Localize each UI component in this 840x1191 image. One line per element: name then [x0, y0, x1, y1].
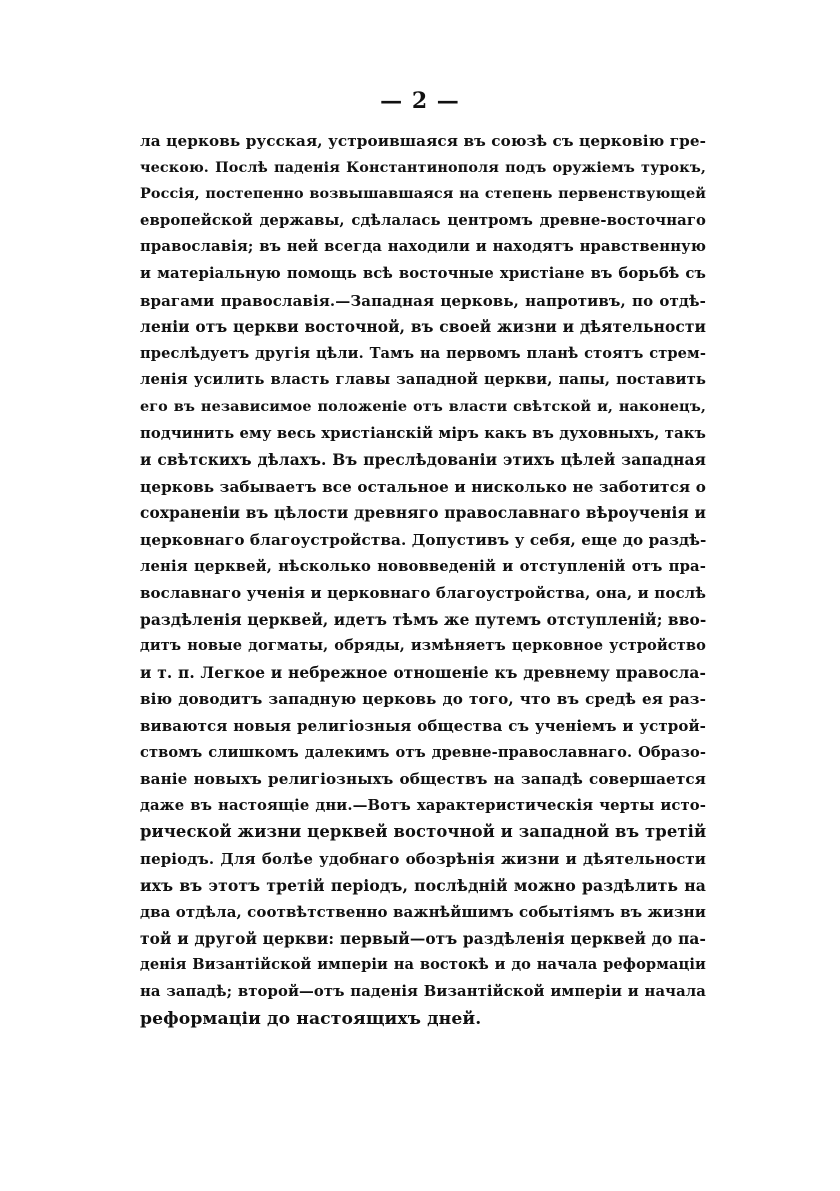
text-line: церковь забываетъ все остальное и нисколько не заботится о [140, 477, 706, 496]
text-line: рической жизни церквей восточной и западной въ третій [140, 822, 707, 842]
text-line: два отдѣла, соотвѣтственно важнѣйшимъ событіямъ въ жизни [140, 903, 706, 922]
text-line: реформаціи до настоящихъ дней. [140, 1008, 482, 1029]
text-line: періодъ. Для болѣе удобнаго обозрѣнія жизни и дѣятельности [140, 850, 706, 869]
text-line: православія; въ ней всегда находили и находятъ нравственную [140, 238, 706, 256]
text-line: ихъ въ этотъ третій періодъ, послѣдній можно раздѣлить на [140, 875, 706, 895]
text-line: леніи отъ церкви восточной, въ своей жизни и дѣятельности [140, 318, 706, 337]
text-line: ческою. Послѣ паденія Константинополя подъ оружіемъ турокъ, [140, 158, 706, 176]
text-line: вію доводитъ западную церковь до того, что въ средѣ ея раз- [140, 690, 706, 709]
text-line: сохраненіи въ цѣлости древняго православнаго вѣроученія и [140, 504, 706, 523]
text-line: и т. п. Легкое и небрежное отношеніе къ древнему правосла- [140, 663, 706, 682]
text-line: дитъ новые догматы, обряды, измѣняетъ церковное устройство [140, 637, 706, 655]
text-line: вославнаго ученія и церковнаго благоустройства, она, и послѣ [140, 584, 706, 603]
text-line: виваются новыя религіозныя общества съ ученіемъ и устрой- [140, 717, 706, 736]
text-line: ленія церквей, нѣсколько нововведеній и отступленій отъ пра- [140, 557, 706, 575]
text-line: той и другой церкви: первый—отъ раздѣленія церквей до па- [140, 929, 706, 948]
text-line: Россія, постепенно возвышавшаяся на степень первенствующей [140, 185, 706, 203]
text-line: денія Византійской имперіи на востокѣ и до начала реформаціи [140, 956, 706, 974]
text-line: даже въ настоящіе дни.—Вотъ характеристическія черты исто- [140, 796, 706, 814]
text-line: ваніе новыхъ религіозныхъ обществъ на западѣ совершается [140, 770, 706, 789]
text-line: подчинить ему весь христіанскій міръ какъ въ духовныхъ, такъ [140, 424, 706, 442]
text-line: ствомъ слишкомъ далекимъ отъ древне-православнаго. Образо- [140, 743, 706, 761]
text-line: ленія усилить власть главы западной церкви, папы, поставить [140, 371, 706, 389]
page-number: — 2 — [380, 88, 460, 114]
text-line: и свѣтскихъ дѣлахъ. Въ преслѣдованіи этихъ цѣлей западная [140, 451, 706, 470]
text-line: церковнаго благоустройства. Допустивъ у себя, еще до раздѣ- [140, 530, 707, 549]
text-line: преслѣдуетъ другія цѣли. Тамъ на первомъ планѣ стоятъ стрем- [140, 344, 706, 362]
text-line: раздѣленія церквей, идетъ тѣмъ же путемъ отступленій; вво- [140, 610, 707, 629]
text-line: врагами православія.—Западная церковь, напротивъ, по отдѣ- [140, 291, 706, 310]
body-text [140, 128, 706, 1032]
text-line: европейской державы, сдѣлалась центромъ древне-восточнаго [140, 211, 706, 229]
text-line: ла церковь русская, устроившаяся въ союзѣ съ церковію гре- [140, 132, 706, 150]
text-line: и матеріальную помощь всѣ восточные христіане въ борьбѣ съ [140, 264, 706, 282]
text-line: на западѣ; второй—отъ паденія Византійской имперіи и начала [140, 983, 706, 1000]
text-line: его въ независимое положеніе отъ власти свѣтской и, наконецъ, [140, 397, 706, 415]
